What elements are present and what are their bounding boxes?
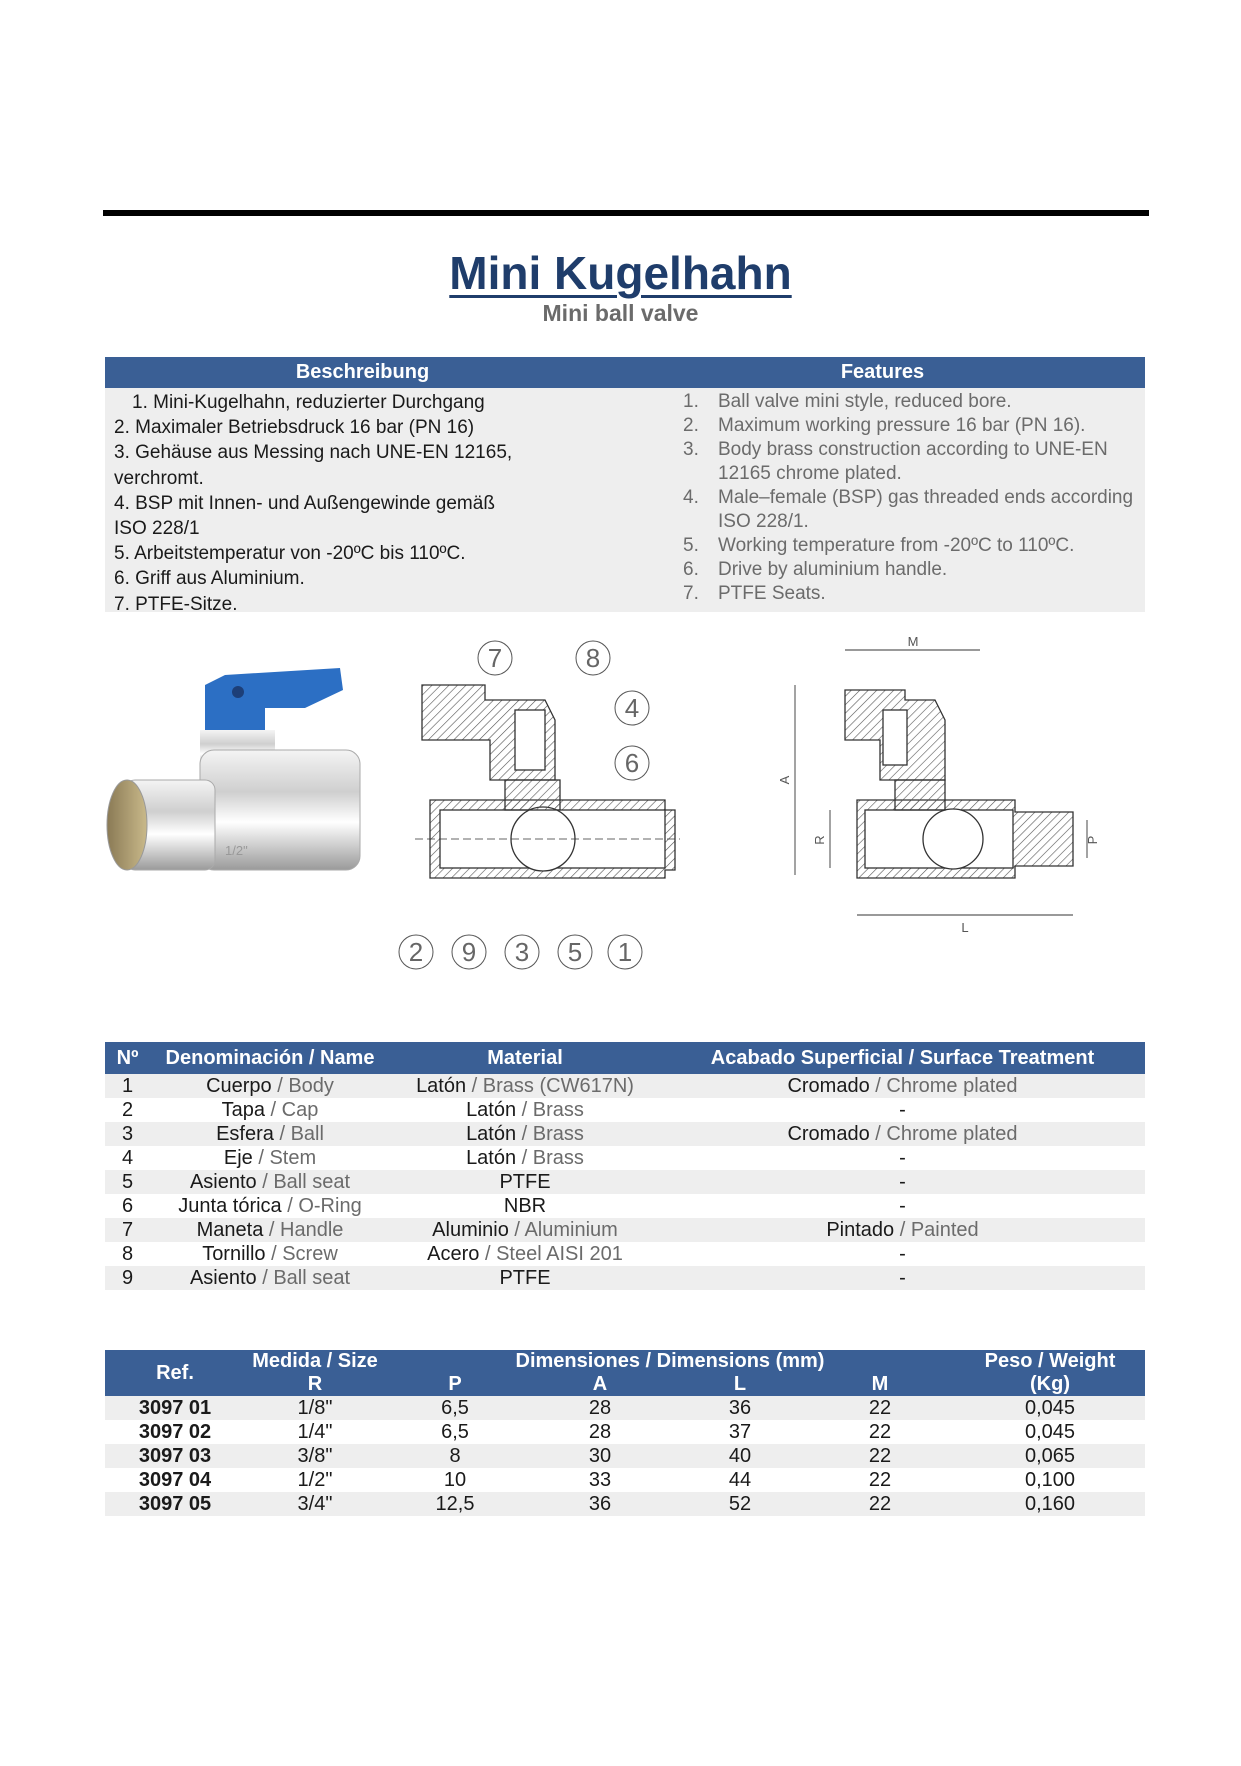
- list-item: 4. BSP mit Innen- und Außengewinde gemäß: [114, 492, 495, 514]
- table-row: 8 Tornillo / Screw Acero / Steel AISI 201 -: [121, 1243, 906, 1265]
- page-title: Mini Kugelhahn: [449, 247, 792, 299]
- dimensions-table: [105, 1350, 1145, 1516]
- german-feature-list: [114, 390, 584, 617]
- beschreibung-heading: Beschreibung: [295, 361, 430, 383]
- valve-bore: [107, 780, 147, 870]
- blue-handle: [205, 668, 343, 730]
- list-item: verchromt.: [114, 467, 204, 489]
- list-item: 6. Drive by aluminium handle.: [683, 559, 948, 580]
- features-heading: Features: [840, 361, 925, 383]
- list-item: 2. Maximum working pressure 16 bar (PN 16).: [683, 415, 1086, 436]
- parts-table-header: [105, 1042, 1145, 1074]
- list-item: 6. Griff aus Aluminium.: [114, 568, 305, 590]
- list-item: 5. Arbeitstemperatur von -20ºC bis 110ºC.: [114, 543, 466, 565]
- table-row: 3097 01 1/8" 6,5 28 36 22 0,045: [105, 1396, 1145, 1420]
- col-weight: Peso / Weight: [955, 1350, 1145, 1373]
- valve-illustrations: [105, 630, 1145, 985]
- table-row: 2 Tapa / Cap Latón / Brass -: [121, 1099, 906, 1121]
- table-row: 1 Cuerpo / Body Latón / Brass (CW617N) Cromado / Chrome plated: [105, 1074, 1145, 1098]
- list-item: 7. PTFE-Sitze.: [114, 593, 238, 615]
- valve-body: [200, 750, 360, 870]
- valve-photo: [107, 668, 360, 870]
- list-item: 5. Working temperature from -20ºC to 110ºC.: [683, 535, 1075, 556]
- dim-R: R: [812, 835, 827, 845]
- list-item: 3. Gehäuse aus Messing nach UNE-EN 12165,: [114, 442, 513, 464]
- col-size: Medida / Size: [245, 1350, 385, 1373]
- features-body: [105, 388, 1145, 615]
- list-item: 4. Male–female (BSP) gas threaded ends according ISO 228/1.: [683, 487, 1134, 532]
- col-finish: Acabado Superficial / Surface Treatment: [660, 1042, 1145, 1074]
- callout-8: 8: [585, 643, 601, 673]
- dimensions-header-row-2: R P A L M (Kg): [105, 1373, 1145, 1396]
- list-item: 3. Body brass construction according to UNE-EN 12165 chrome plated.: [683, 439, 1108, 484]
- callout-6: 6: [624, 748, 640, 778]
- table-row: 3 Esfera / Ball Latón / Brass Cromado / Chrome plated: [105, 1122, 1145, 1146]
- callout-1: 1: [617, 937, 633, 967]
- table-row: 3097 04 1/2" 10 33 44 22 0,100: [138, 1469, 1076, 1491]
- list-item: ISO 228/1: [114, 518, 200, 540]
- list-item: 1. Ball valve mini style, reduced bore.: [683, 391, 1012, 412]
- features-header: [105, 357, 1145, 388]
- callout-3: 3: [514, 937, 530, 967]
- size-marking: 1/2": [225, 843, 248, 858]
- top-rule: [103, 210, 1149, 216]
- list-item: 1. Mini-Kugelhahn, reduzierter Durchgang: [132, 392, 485, 413]
- table-row: 5 Asiento / Ball seat PTFE -: [105, 1170, 1145, 1194]
- callout-9: 9: [461, 937, 477, 967]
- callout-7: 7: [487, 643, 503, 673]
- parts-table: [105, 1042, 1145, 1290]
- table-row: 9 Asiento / Ball seat PTFE -: [105, 1266, 1145, 1290]
- dimensions-header-row-1: [105, 1350, 1145, 1373]
- table-row: 4 Eje / Stem Latón / Brass -: [121, 1147, 906, 1169]
- table-row: 3097 03 3/8" 8 30 40 22 0,065: [105, 1444, 1145, 1468]
- dim-L: L: [961, 920, 969, 935]
- dimension-drawing: [795, 650, 1087, 915]
- english-feature-list: [683, 390, 1143, 606]
- callout-5: 5: [567, 937, 583, 967]
- dim-M: M: [907, 634, 919, 649]
- table-row: 3097 05 3/4" 12,5 36 52 22 0,160: [105, 1492, 1145, 1516]
- dim-P: P: [1085, 835, 1100, 845]
- handle-hole: [232, 686, 244, 698]
- col-material: Material: [390, 1042, 660, 1074]
- callout-2: 2: [408, 937, 424, 967]
- col-ref: Ref.: [105, 1350, 245, 1396]
- list-item: 2. Maximaler Betriebsdruck 16 bar (PN 16): [114, 417, 475, 439]
- callout-4: 4: [624, 693, 640, 723]
- dim-A: A: [777, 775, 792, 785]
- list-item: 7. PTFE Seats.: [683, 583, 826, 604]
- col-number: Nº: [105, 1042, 150, 1074]
- col-name: Denominación / Name: [150, 1042, 390, 1074]
- table-row: 3097 02 1/4" 6,5 28 37 22 0,045: [138, 1421, 1076, 1443]
- col-dimensions: Dimensiones / Dimensions (mm): [385, 1350, 955, 1373]
- page-subtitle: Mini ball valve: [542, 300, 699, 326]
- table-row: 7 Maneta / Handle Aluminio / Aluminium Pintado / Painted: [105, 1218, 1145, 1242]
- table-row: 6 Junta tórica / O-Ring NBR -: [121, 1195, 906, 1217]
